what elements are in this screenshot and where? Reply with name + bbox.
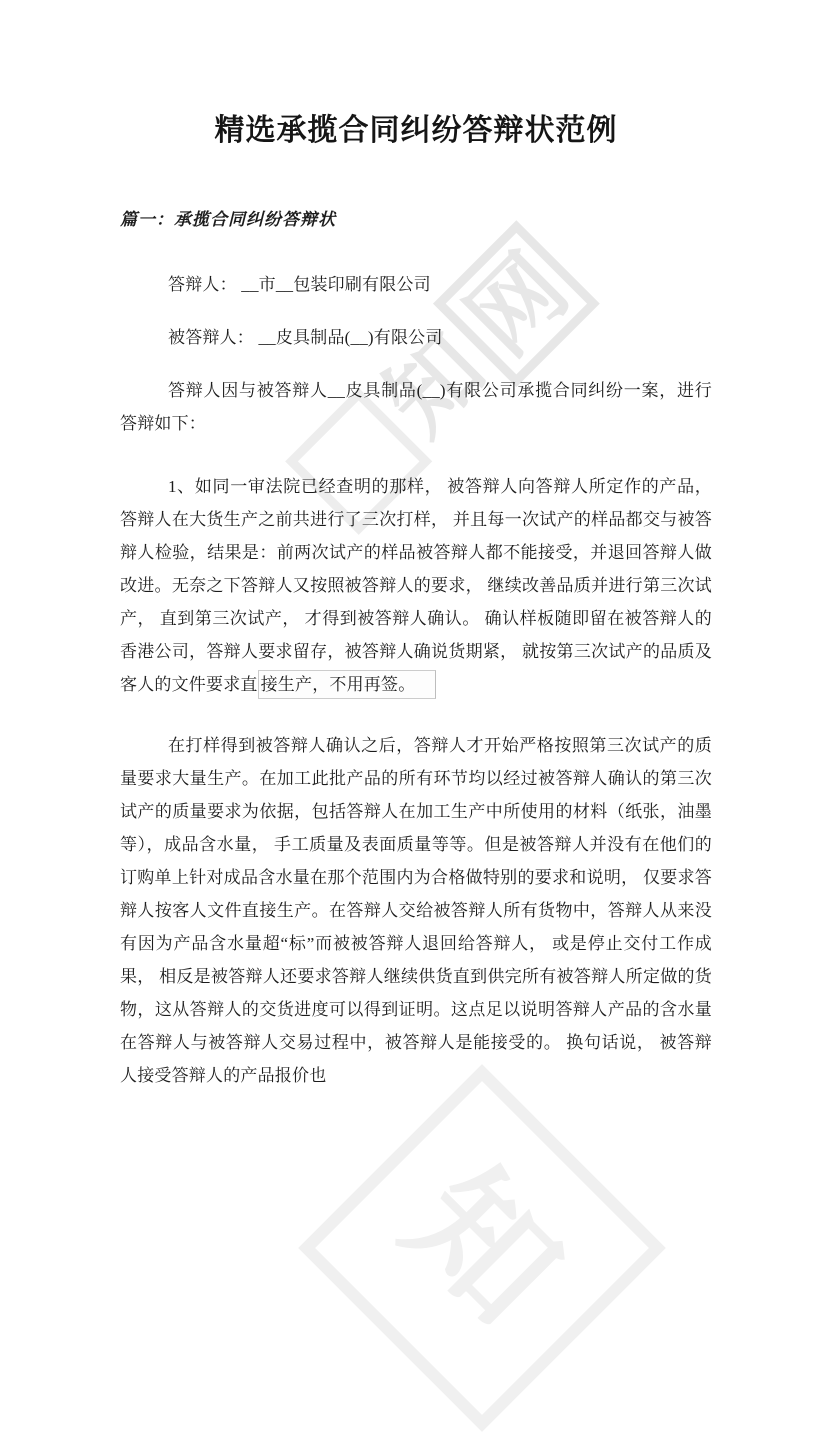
watermark-bottom bbox=[298, 1064, 666, 1432]
watermark-char-wang-boxed: 网 bbox=[433, 220, 600, 387]
section-heading: 篇一：承揽合同纠纷答辩状 bbox=[120, 210, 336, 229]
point1-text: 1、如同一审法院已经查明的那样， 被答辩人向答辩人所定作的产品， 答辩人在大货生产之前共进行了三次打样， 并且每一次试产的样品都交与被答辩人检验，结果是：前两次试产的样品被答辩人都不能接受，并退回答辩人做改进。无奈之下答辩人又按照被答辩人的要求， 继续改善品质并进行第三次试产， 直到第三次试产， 才得到被答辩人确认。 确认样板随即留在被答辩人的香港公司，答辩人要求留存，被答辩人确说货期紧， 就按第三次试产的品质及客人的文件要求直 bbox=[120, 477, 712, 694]
intro-paragraph: 答辩人因与被答辩人__皮具制品(__)有限公司承揽合同纠纷一案，进行答辩如下： bbox=[120, 381, 712, 433]
point1-paragraph bbox=[120, 470, 712, 701]
point2-paragraph: 在打样得到被答辩人确认之后，答辩人才开始严格按照第三次试产的质量要求大量生产。在加工此批产品的所有环节均以经过被答辩人确认的第三次试产的质量要求为依据，包括答辩人在加工生产中所使用的材料（纸张，油墨等），成品含水量， 手工质量及表面质量等等。但是被答辩人并没有在他们的订购单上针对成品含水量在那个范围内为合格做特别的要求和说明， 仅要求答辩人按客人文件直接生产。在答辩人交给被答辩人所有货物中，答辩人从来没有因为产品含水量超“标”而被被答辩人退回给答辩人， 或是停止交付工作成果， 相反是被答辩人还要求答辩人继续供货直到供完所有被答辩人所定做的货物，这从答辩人的交货进度可以得到证明。这点足以说明答辩人产品的含水量在答辩人与被答辩人交易过程中，被答辩人是能接受的。 换句话说， 被答辩人接受答辩人的产品报价也 bbox=[120, 736, 712, 1085]
claimant-line: 被答辩人： __皮具制品(__)有限公司 bbox=[168, 328, 443, 347]
point1-boxed-text: 接生产，不用再签。 bbox=[258, 670, 437, 699]
watermark-bottom-char: 知 bbox=[378, 1143, 587, 1352]
respondent-line: 答辩人： __市__包装印刷有限公司 bbox=[168, 275, 431, 294]
document-title: 精选承揽合同纠纷答辩状范例 bbox=[214, 114, 618, 147]
watermark-char-zhi: 知 bbox=[366, 316, 504, 454]
